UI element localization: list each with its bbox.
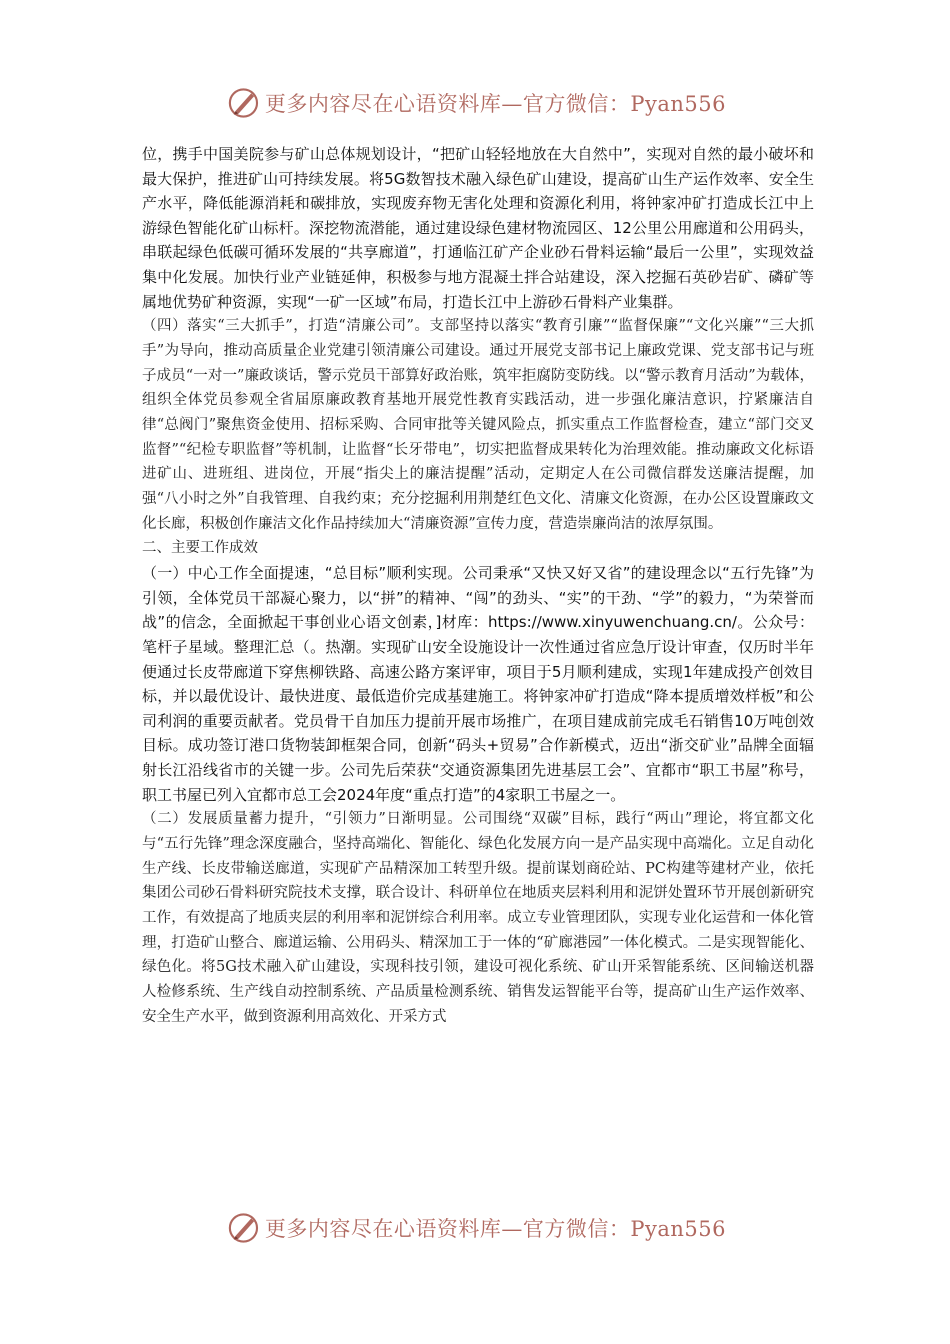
paragraph-green-mine: 位，携手中国美院参与矿山总体规划设计，“把矿山轻轻地放在大自然中”，实现对自然的最小破坏和最大保护，推进矿山可持续发展。将5G数智技术融入绿色矿山建设，提高矿山生产运作效率、安全生产水平，降低能源消耗和碳排放，实现废弃物无害化处理和资源化利用，将钟家冲矿打造成长江中上游绿色智能化矿山标杆。深挖物流潜能，通过建设绿色建材物流园区、12公里公用廊道和公用码头，串联起绿色低碳可循环发展的“共享廊道”，打通临江矿产企业砂石骨料运输“最后一公里”，实现效益集中化发展。加快行业产业链延伸，积极参与地方混凝土拌合站建设，深入挖掘石英砂岩矿、磷矿等属地优势矿种资源，实现“一矿一区域”布局，打造长江中上游砂石骨料产业集群。 bbox=[142, 145, 814, 311]
paragraph-development-quality: （二）发展质量蓄力提升，“引领力”日渐明显。公司围绕“双碳”目标，践行“两山”理论，将宜都文化与“五行先锋”理念深度融合，坚持高端化、智能化、绿色化发展方向一是产品实现中高端化。立足自动化生产线、长皮带输送廊道，实现矿产品精深加工转型升级。提前谋划商砼站、PC构建等建材产业，依托集团公司砂石骨料研究院技术支撑，联合设计、科研单位在地质夹层料利用和泥饼处置环节开展创新研究工作，有效提高了地质夹层的利用率和泥饼综合利用率。成立专业管理团队，实现专业化运营和一体化管理，打造矿山整合、廊道运输、公用码头、精深加工于一体的“矿廊港园”一体化模式。二是实现智能化、绿色化。将5G技术融入矿山建设，实现科技引领，建设可视化系统、矿山开采智能系统、区间输送机器人检修系统、生产线自动控制系统、产品质量检测系统、销售发运智能平台等，提高矿山生产运作效率、安全生产水平，做到资源利用高效化、开采方式 bbox=[142, 811, 814, 1025]
paragraph-clean-company: （四）落实“三大抓手”，打造“清廉公司”。支部坚持以落实“教育引廉”“监督保廉”“文化兴廉”“三大抓手”为导向，推动高质量企业党建引领清廉公司建设。通过开展党支部书记上廉政党课、党支部书记与班子成员“一对一”廉政谈话，警示党员干部算好政治账，筑牢拒腐防变防线。以“警示教育月活动”为载体，组织全体党员参观全省届原廉政教育基地开展党性教育实践活动，进一步强化廉洁意识，拧紧廉洁自律“总阀门”聚焦资金使用、招标采购、合同审批等关键风险点，抓实重点工作监督检查，建立“部门交叉监督”“纪检专职监督”等机制，让监督“长牙带电”，切实把监督成果转化为治理效能。推动廉政文化标语进矿山、进班组、进岗位，开展“指尖上的廉洁提醒”活动，定期定人在公司微信群发送廉洁提醒，加强“八小时之外”自我管理、自我约束；充分挖掘利用荆楚红色文化、清廉文化资源，在办公区设置廉政文化长廊，积极创作廉洁文化作品持续加大“清廉资源”宣传力度，营造崇廉尚洁的浓厚氛围。 bbox=[142, 318, 814, 532]
watermark-banner-top bbox=[226, 83, 726, 123]
document-body bbox=[142, 142, 814, 1029]
watermark-text: 更多内容尽在心语资料库—官方微信：Pyan556 bbox=[264, 1217, 726, 1241]
watermark-banner-bottom bbox=[226, 1208, 726, 1248]
pen-logo-icon bbox=[226, 85, 261, 121]
watermark-text: 更多内容尽在心语资料库—官方微信：Pyan556 bbox=[264, 92, 726, 116]
section-heading: 二、主要工作成效 bbox=[142, 540, 258, 557]
paragraph-central-work: （一）中心工作全面提速，“总目标”顺利实现。公司秉承“又快又好又省”的建设理念以“五行先锋”为引领，全体党员干部凝心聚力，以“拼”的精神、“闯”的劲头、“实”的干劲、“学”的毅力，“为荣誉而战”的信念，全面掀起干事创业心语文创素，]材库：https://www.xinyuwenchuang.cn/。公众号：笔杆子星域。整理汇总（。热潮。实现矿山安全设施设计一次性通过省应急厅设计审查，仅历时半年便通过长皮带廊道下穿焦柳铁路、高速公路方案评审，项目于5月顺利建成，实现1年建成投产创效目标，并以最优设计、最快进度、最低造价完成基建施工。将钟家冲矿打造成“降本提质增效样板”和公司利润的重要贡献者。党员骨干自加压力提前开展市场推广，在项目建成前完成毛石销售10万吨创效目标。成功签订港口货物装卸框架合同，创新“码头+贸易”合作新模式，迈出“浙交矿业”品牌全面辐射长江沿线省市的关键一步。公司先后荣获“交通资源集团先进基层工会”、宜都市“职工书屋”称号，职工书屋已列入宜都市总工会2024年度“重点打造”的4家职工书屋之一。 bbox=[142, 564, 814, 804]
pen-logo-icon bbox=[226, 1210, 261, 1246]
